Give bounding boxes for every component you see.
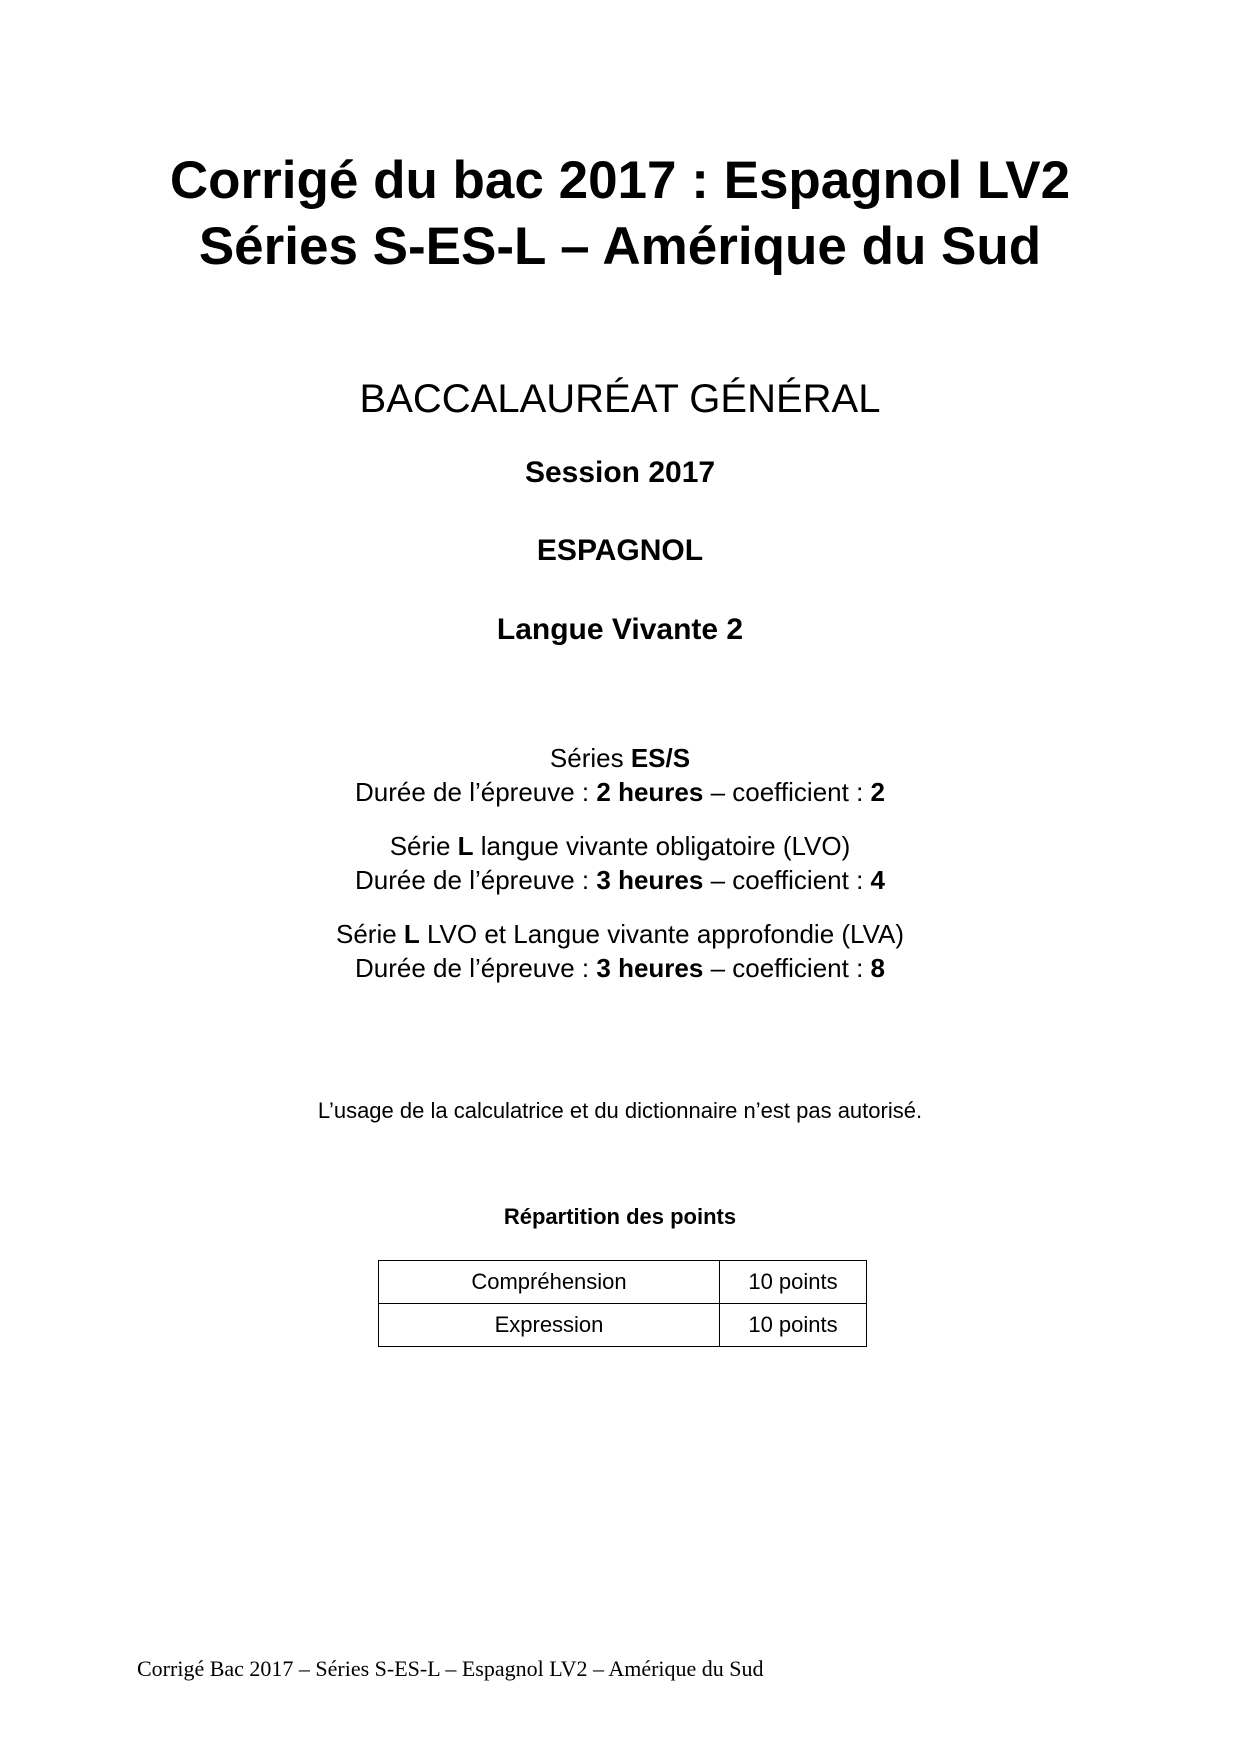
duration-line — [0, 775, 1240, 809]
duration-value: 3 heures — [596, 953, 704, 983]
duration-value: 3 heures — [596, 865, 704, 895]
table-cell-points: 10 points — [720, 1304, 867, 1347]
series-prefix: Série — [335, 919, 404, 949]
duration-prefix: Durée de l’épreuve : — [355, 865, 597, 895]
coefficient-label: – coefficient : — [703, 777, 871, 807]
series-line — [0, 741, 1240, 775]
series-line — [0, 917, 1240, 951]
duration-value: 2 heures — [596, 777, 704, 807]
series-code: L — [457, 831, 474, 861]
points-table-title: Répartition des points — [503, 1204, 737, 1229]
document-title — [0, 148, 1240, 280]
table-row — [379, 1304, 867, 1347]
title-line-2: Séries S-ES-L – Amérique du Sud — [198, 217, 1042, 276]
page-footer: Corrigé Bac 2017 – Séries S-ES-L – Espagnol LV2 – Amérique du Sud — [137, 1656, 764, 1681]
coefficient-value: 2 — [870, 777, 885, 807]
coefficient-value: 8 — [870, 953, 885, 983]
series-code: ES/S — [630, 743, 691, 773]
duration-line — [0, 951, 1240, 985]
series-code: L — [403, 919, 420, 949]
series-suffix: langue vivante obligatoire (LVO) — [473, 831, 851, 861]
duration-prefix: Durée de l’épreuve : — [355, 953, 597, 983]
table-cell-label: Compréhension — [379, 1261, 720, 1304]
series-line — [0, 829, 1240, 863]
title-line-1: Corrigé du bac 2017 : Espagnol LV2 — [169, 151, 1071, 210]
coefficient-label: – coefficient : — [703, 865, 871, 895]
table-cell-points: 10 points — [720, 1261, 867, 1304]
duration-prefix: Durée de l’épreuve : — [355, 777, 597, 807]
points-table — [378, 1260, 867, 1347]
coefficient-value: 4 — [870, 865, 885, 895]
series-group-l-lva — [0, 917, 1240, 985]
series-prefix: Séries — [549, 743, 631, 773]
coefficient-label: – coefficient : — [703, 953, 871, 983]
session-label: Session 2017 — [524, 456, 716, 489]
calculator-notice: L’usage de la calculatrice et du dictionnaire n’est pas autorisé. — [317, 1098, 923, 1123]
series-group-l-lvo — [0, 829, 1240, 897]
subject-label: ESPAGNOL — [536, 534, 704, 567]
series-prefix: Série — [389, 831, 458, 861]
table-cell-label: Expression — [379, 1304, 720, 1347]
series-suffix: LVO et Langue vivante approfondie (LVA) — [419, 919, 904, 949]
table-row — [379, 1261, 867, 1304]
exam-heading: BACCALAURÉAT GÉNÉRAL — [359, 377, 881, 421]
duration-line — [0, 863, 1240, 897]
series-group-es-s — [0, 741, 1240, 809]
language-label: Langue Vivante 2 — [496, 613, 744, 646]
